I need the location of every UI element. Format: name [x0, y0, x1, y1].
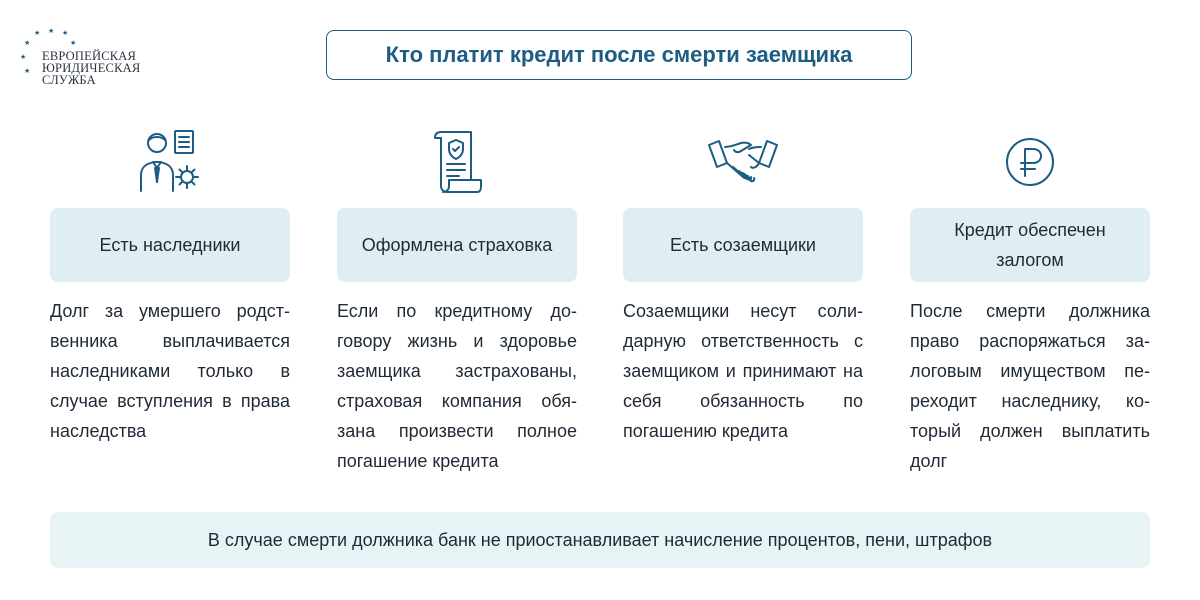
description-coborrowers: Созаемщики несут солидарную ответственность с заемщиком и принимают на себя обязанность по погашению кредита: [623, 301, 863, 441]
footer-note: [50, 512, 1150, 568]
label-heirs: Есть наследники: [50, 208, 290, 282]
description-insurance: Если по кредитному договору жизнь и здоровье заемщика застрахованы, страховая компания обязана произвести полное погашение кредита: [337, 301, 577, 471]
page-title: Кто платит кредит после смерти заемщика: [385, 42, 853, 67]
description-heirs: Долг за умершего родственника выплачивается наследниками только в случае вступления в права наследства: [50, 301, 290, 441]
label-coborrowers: Есть созаемщики: [623, 208, 863, 282]
handshake-icon: [623, 120, 863, 204]
businessman-document-gear-icon: [50, 120, 290, 204]
description-collateral: После смерти должника право распоряжаться залоговым имуществом переходит наследнику, который должен выплатить долг: [910, 301, 1150, 471]
column-insurance: [337, 120, 577, 476]
column-collateral: [910, 120, 1150, 476]
logo-line: ЕВРОПЕЙСКАЯ: [42, 49, 137, 63]
eu-stars-icon: ★ ★ ★ ★ ★ ★ ★: [20, 28, 77, 75]
logo-line: ЮРИДИЧЕСКАЯ: [42, 61, 141, 75]
logo-text: [42, 50, 140, 86]
ruble-coin-icon: [910, 120, 1150, 204]
column-coborrowers: [623, 120, 863, 446]
logo-line: СЛУЖБА: [42, 73, 96, 87]
label-collateral: Кредит обеспечен залогом: [910, 208, 1150, 282]
title-box: [326, 30, 912, 80]
insurance-document-icon: [337, 120, 577, 204]
column-heirs: [50, 120, 290, 446]
logo: [20, 30, 150, 90]
label-insurance: Оформлена страховка: [337, 208, 577, 282]
footer-text: В случае смерти должника банк не приостанавливает начисление процентов, пени, штрафов: [207, 529, 993, 550]
